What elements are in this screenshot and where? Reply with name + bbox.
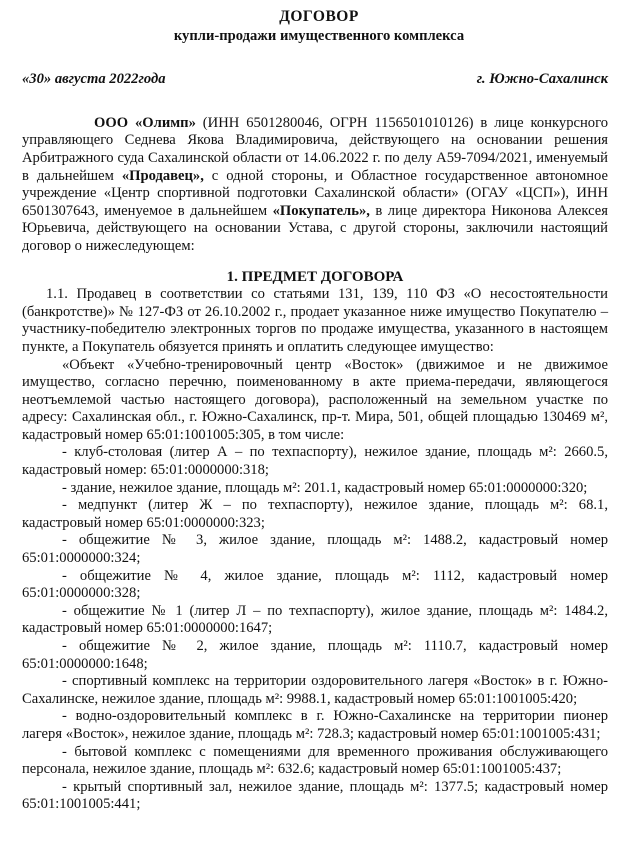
clause-1-1: 1.1. Продавец в соответствии со статьями 131, 139, 110 ФЗ «О несостоятельности (банкротстве)» № 127-ФЗ от 26.10.2002 г., продает указанное ниже имущество Покупателю –участнику-победителю электронных торгов по продаже имущества, указанного в настоящем пункте, а Покупатель обязуется принять и оплатить следующее имущество: [22,286,608,355]
list-item: - водно-оздоровительный комплекс в г. Южно-Сахалинске на территории пионер лагеря «Восток», нежилое здание, площадь м²: 728.3; кадастровый номер 65:01:1001005:431; [22,708,608,742]
list-item: - медпункт (литер Ж – по техпаспорту), нежилое здание, площадь м²: 68.1, кадастровый номер 65:01:0000000:323; [22,497,608,531]
object-description: «Объект «Учебно-тренировочный центр «Восток» (движимое и не движимое имущество, согласно перечню, поименованному в акте приема-передачи, являющегося неотъемлемой частью настоящего договора), расположенный на земельном участке по адресу: Сахалинская обл., г. Южно-Сахалинск, пр-т. Мира, 501, общей площадью 130469 м², кадастровый номер 65:01:1001005:305, в том числе: [22,356,608,443]
contract-date: «30» августа 2022года [22,71,166,88]
list-item: - бытовой комплекс с помещениями для временного проживания обслуживающего персонала, нежилое здание, площадь м²: 632.6; кадастровый номер 65:01:1001005:437; [22,743,608,778]
document-title-block [30,8,608,45]
preamble-paragraph [22,115,608,256]
list-item: - спортивный комплекс на территории оздоровительного лагеря «Восток» в г. Южно-Сахалинске, нежилое здание, площадь м²: 9988.1, кадастровый номер 65:01:1001005:420; [22,673,608,707]
list-item: - общежитие № 2, жилое здание, площадь м²: 1110.7, кадастровый номер 65:01:0000000:1648; [22,638,608,672]
seller-name: ООО «Олимп» [94,114,196,131]
buyer-details: с одной стороны, и Областное государственное автономное учреждение «Центр спортивной подготовки Сахалинской области» (ОГАУ «ЦСП»), ИНН 6501307643, именуемое в дальнейшем [22,167,608,219]
date-line [22,71,608,89]
property-list [22,444,608,813]
seller-label: «Продавец», [121,167,204,184]
list-item: - общежитие № 3, жилое здание, площадь м²: 1488.2, кадастровый номер 65:01:0000000:324; [22,532,608,567]
seller-details: (ИНН 6501280046, ОГРН 1156501010126) в лице конкурсного управляющего Седнева Якова Владимировича, действующего на основании решения Арбитражного суда Сахалинской области от 14.06.2022 г. по делу А59-7094/2021, именуемый в дальнейшем [22,114,608,184]
section-heading: 1. ПРЕДМЕТ ДОГОВОРА [226,268,404,285]
document-title: ДОГОВОР [279,8,359,25]
preamble [22,115,608,256]
buyer-label: «Покупатель», [272,202,370,219]
list-item: - общежитие № 1 (литер Л – по техпаспорту), жилое здание, площадь м²: 1484.2, кадастровый номер 65:01:0000000:1647; [22,602,608,637]
list-item: - общежитие № 4, жилое здание, площадь м²: 1112, кадастровый номер 65:01:0000000:328; [22,567,608,602]
list-item: - клуб-столовая (литер А – по техпаспорту), нежилое здание, площадь м²: 2660.5, кадастровый номер: 65:01:0000000:318; [22,444,608,479]
preamble-end: в лице директора Никонова Алексея Юрьевича, действующего на основании Устава, с другой стороны, заключили настоящий договор о нижеследующем: [22,202,608,254]
list-item: - крытый спортивный зал, нежилое здание, площадь м²: 1377.5; кадастровый номер 65:01:1001005:441; [22,778,608,813]
document-subtitle: купли-продажи имущественного комплекса [173,27,465,44]
contract-city: г. Южно-Сахалинск [476,71,608,88]
list-item: - здание, нежилое здание, площадь м²: 201.1, кадастровый номер 65:01:0000000:320; [62,479,588,496]
